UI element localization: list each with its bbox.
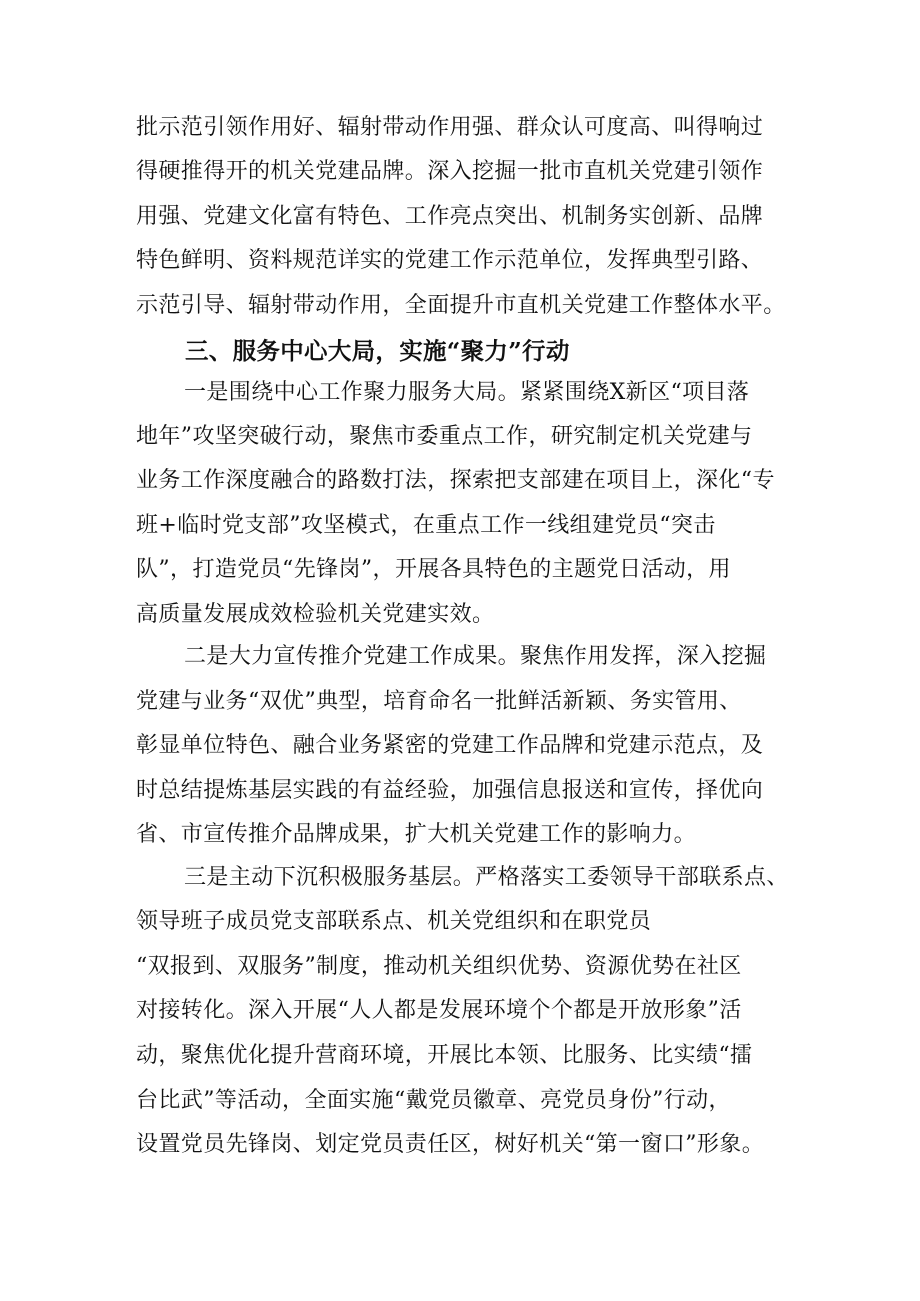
paragraph-one-line-6: 高质量发展成效检验机关党建实效。 [136, 602, 495, 627]
paragraph-three-line-4: 对接转化。深入开展“人人都是发展环境个个都是开放形象”活 [136, 998, 742, 1023]
paragraph-two-line-5: 省、市宣传推介品牌成果，扩大机关党建工作的影响力。 [136, 822, 697, 847]
section-heading: 三、服务中心大局，实施“聚力”行动 [185, 337, 570, 365]
paragraph-three-line-6: 台比武”等活动，全面实施“戴党员徽章、亮党员身份”行动， [136, 1088, 731, 1113]
paragraph-one-line-1: 一是围绕中心工作聚力服务大局。紧紧围绕X新区“项目落 [184, 380, 750, 405]
intro-line-5: 示范引导、辐射带动作用，全面提升市直机关党建工作整体水平。 [136, 293, 786, 318]
paragraph-two-line-2: 党建与业务“双优”典型，培育命名一批鲜活新颖、务实管用、 [136, 689, 742, 714]
paragraph-one-line-4: 班+临时党支部”攻坚模式，在重点工作一线组建党员“突击 [136, 513, 716, 538]
paragraph-three-line-3: “双报到、双服务”制度，推动机关组织优势、资源优势在社区 [136, 954, 742, 979]
paragraph-three-line-2: 领导班子成员党支部联系点、机关党组织和在职党员 [136, 909, 652, 934]
intro-line-2: 得硬推得开的机关党建品牌。深入挖掘一批市直机关党建引领作 [136, 159, 764, 184]
paragraph-two-line-1: 二是大力宣传推介党建工作成果。聚焦作用发挥，深入挖掘 [184, 644, 767, 669]
intro-line-3: 用强、党建文化富有特色、工作亮点突出、机制务实创新、品牌 [136, 204, 764, 229]
paragraph-three-line-7: 设置党员先锋岗、划定党员责任区，树好机关“第一窗口”形象。 [136, 1132, 765, 1157]
paragraph-three-line-5: 动，聚焦优化提升营商环境，开展比本领、比服务、比实绩“擂 [136, 1043, 753, 1068]
paragraph-two-line-3: 彰显单位特色、融合业务紧密的党建工作品牌和党建示范点，及 [136, 733, 764, 758]
paragraph-two-line-4: 时总结提炼基层实践的有益经验，加强信息报送和宣传，择优向 [136, 778, 764, 803]
intro-line-4: 特色鲜明、资料规范详实的党建工作示范单位，发挥典型引路、 [136, 248, 764, 273]
paragraph-three-line-1: 三是主动下沉积极服务基层。严格落实工委领导干部联系点、 [184, 865, 789, 890]
paragraph-one-line-3: 业务工作深度融合的路数打法，探索把支部建在项目上，深化“专 [136, 468, 775, 493]
paragraph-one-line-2: 地年”攻坚突破行动，聚焦市委重点工作，研究制定机关党建与 [136, 424, 753, 449]
paragraph-one-line-5: 队”，打造党员“先锋岗”，开展各具特色的主题党日活动，用 [136, 557, 731, 582]
intro-line-1: 批示范引领作用好、辐射带动作用强、群众认可度高、叫得响过 [136, 115, 764, 140]
